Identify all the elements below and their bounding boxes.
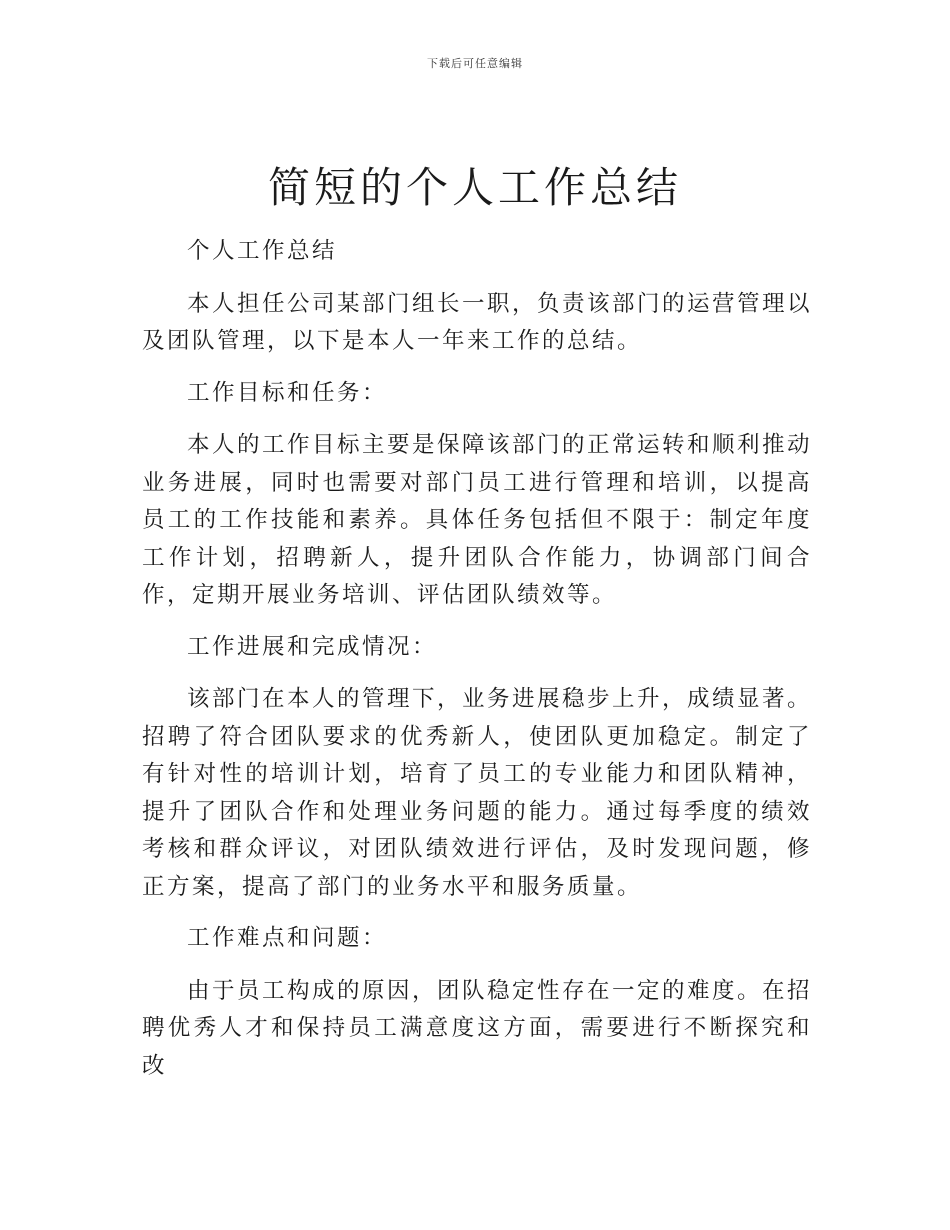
section-heading-personal-summary: 个人工作总结 [187, 238, 338, 264]
section-heading-progress: 工作进展和完成情况： [187, 633, 438, 660]
paragraph-difficulties: 由于员工构成的原因，团队稳定性存在一定的难度。在招聘优秀人才和保持员工满意度这方面，需要进行不断探究和改 [142, 977, 813, 1079]
section-heading-difficulties: 工作难点和问题： [187, 925, 388, 951]
header-note: 下载后可任意编辑 [427, 57, 523, 70]
section-heading-goals: 工作目标和任务： [187, 379, 388, 406]
document-body [142, 233, 812, 1099]
paragraph-goals: 本人的工作目标主要是保障该部门的正常运转和顺利推动业务进展，同时也需要对部门员工进行管理和培训，以提高员工的工作技能和素养。具体任务包括但不限于：制定年度工作计划，招聘新人，提升团队合作能力，协调部门间合作，定期开展业务培训、评估团队绩效等。 [142, 432, 813, 608]
document-title: 简短的个人工作总结 [267, 163, 682, 212]
paragraph-intro: 本人担任公司某部门组长一职，负责该部门的运营管理以及团队管理，以下是本人一年来工作的总结。 [142, 290, 813, 354]
paragraph-progress: 该部门在本人的管理下，业务进展稳步上升，成绩显著。招聘了符合团队要求的优秀新人，使团队更加稳定。制定了有针对性的培训计划，培育了员工的专业能力和团队精神，提升了团队合作和处理业务问题的能力。通过每季度的绩效考核和群众评议，对团队绩效进行评估，及时发现问题，修正方案，提高了部门的业务水平和服务质量。 [142, 686, 813, 900]
